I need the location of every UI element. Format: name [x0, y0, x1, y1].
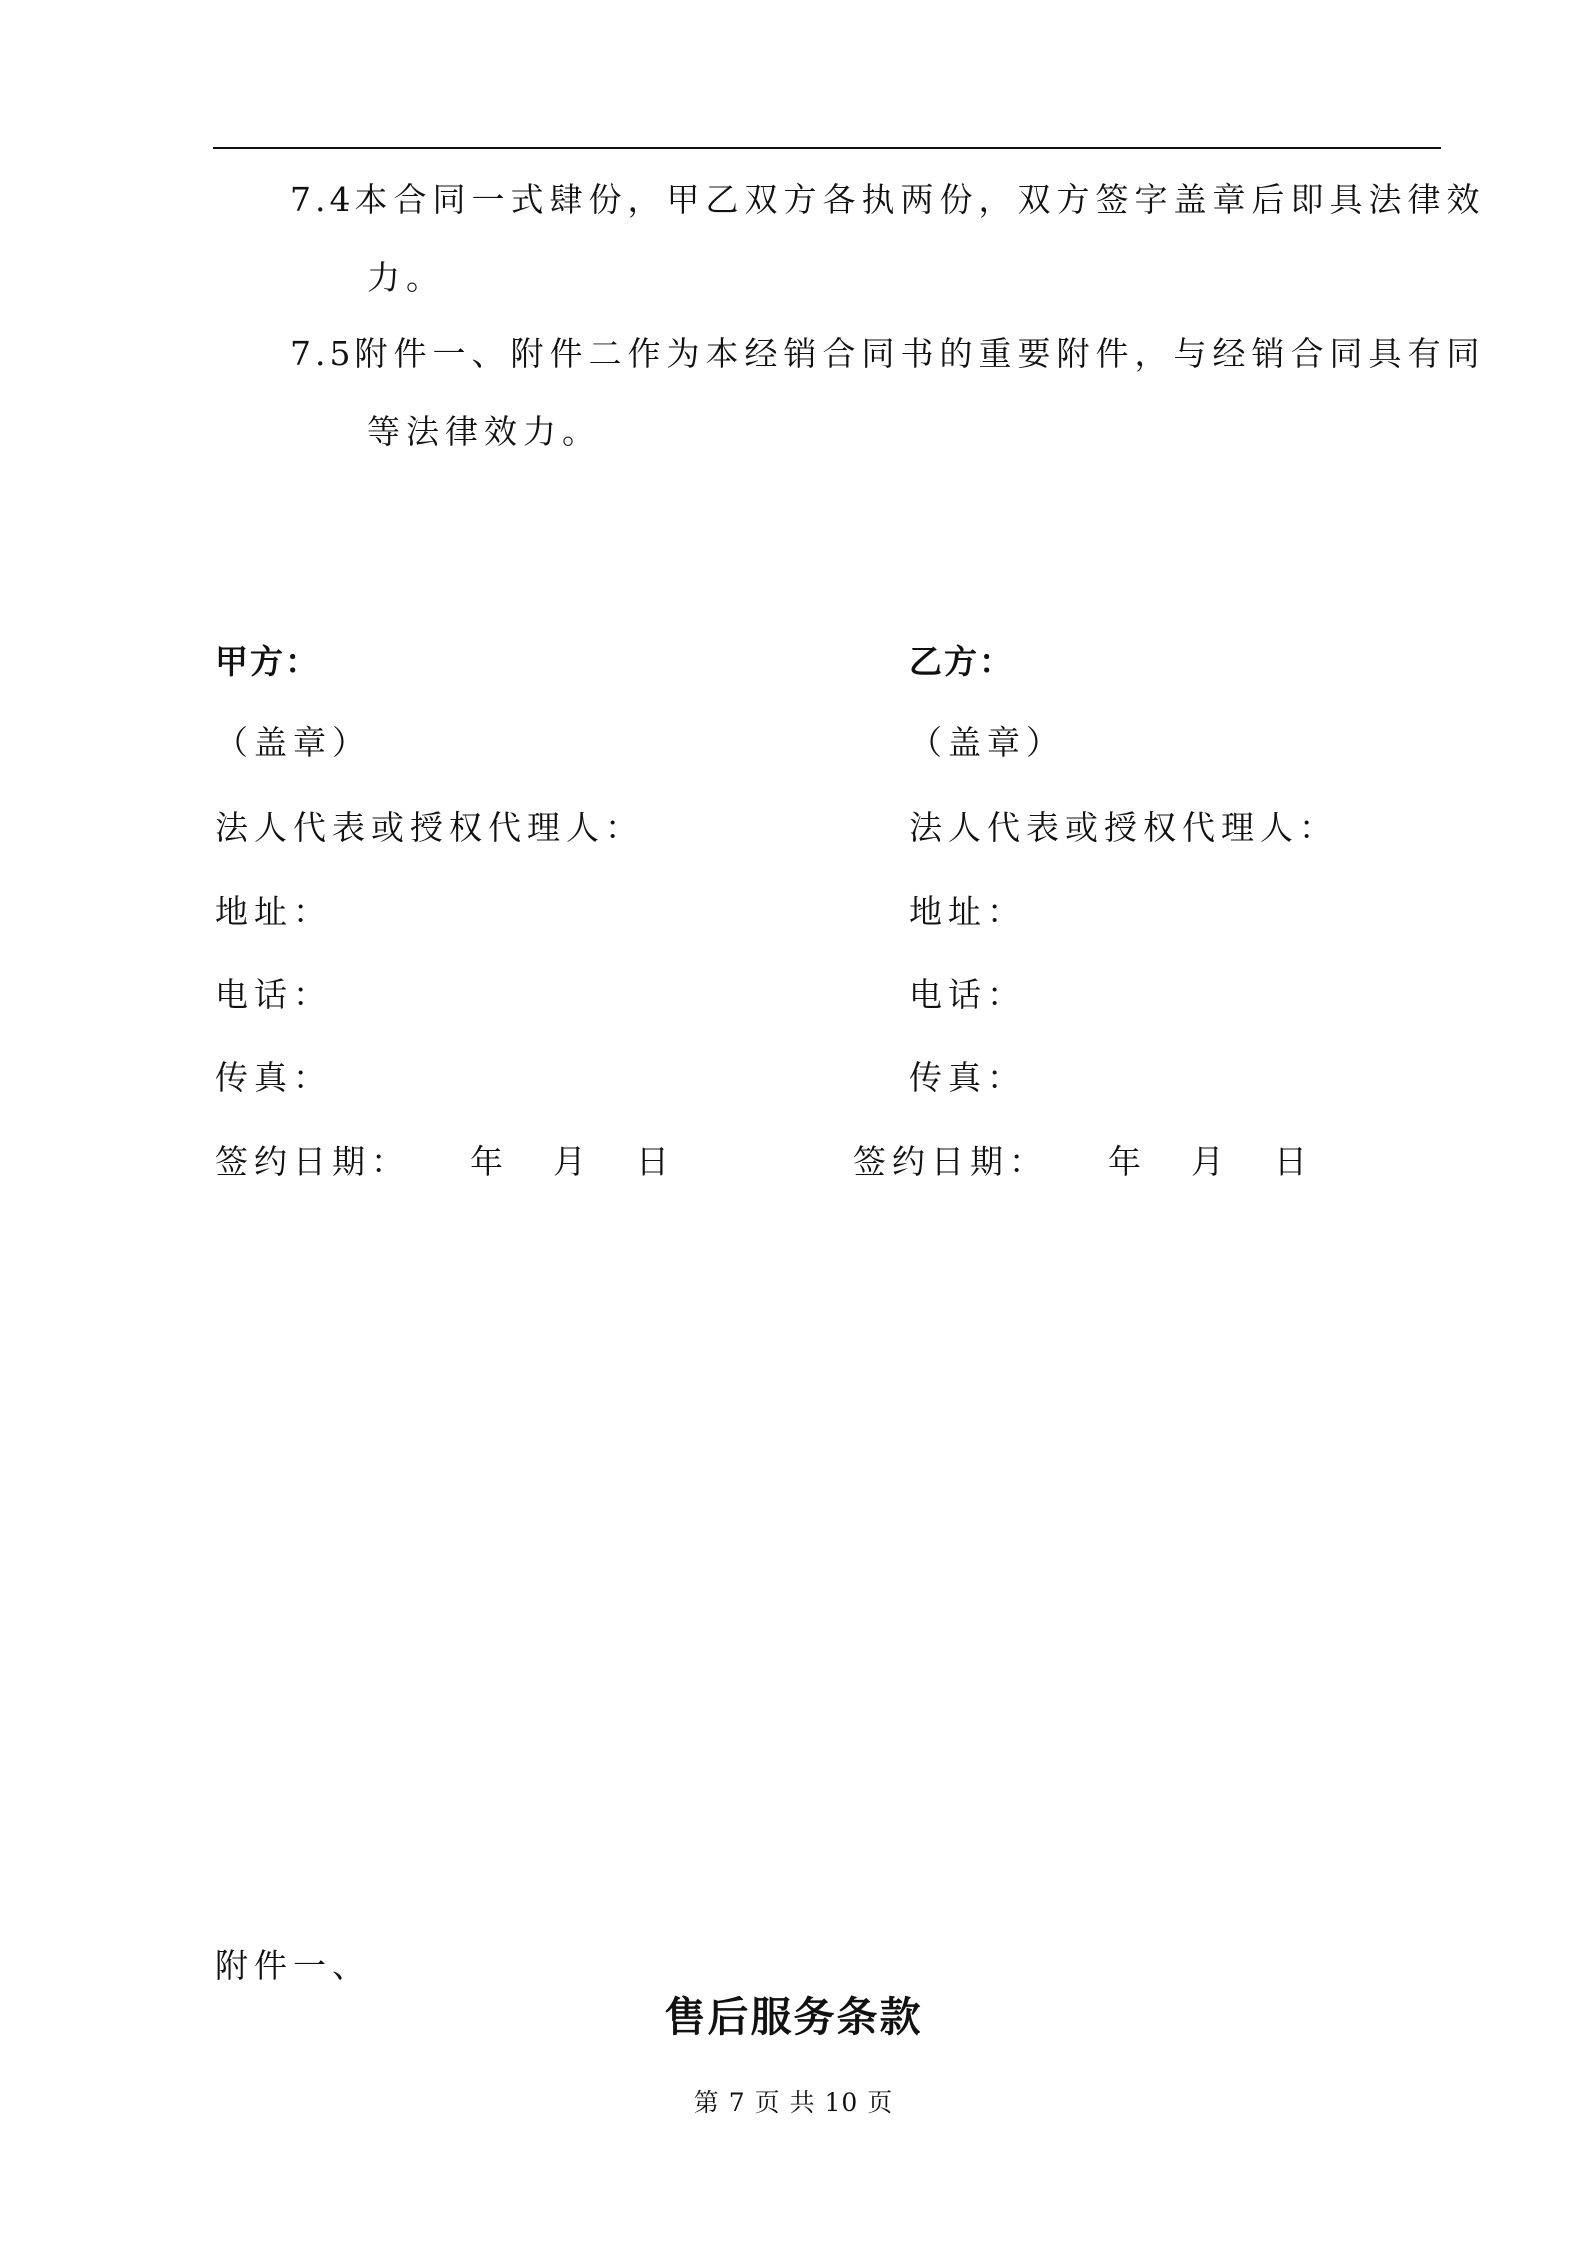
clause-number: 7.5	[290, 334, 355, 373]
party-b-phone: 电话：	[909, 975, 1026, 1014]
clause-number: 7.4	[290, 180, 355, 219]
total-pages: 10	[824, 2088, 859, 2117]
party-b-fax: 传真：	[909, 1058, 1026, 1097]
sign-date-label: 签约日期：	[215, 1142, 410, 1181]
clause-7-4-line-1	[290, 180, 1485, 220]
party-b-sign-date	[853, 1142, 1313, 1182]
day-label: 日	[636, 1142, 675, 1181]
clause-7-5-line-2: 等法律效力。	[367, 412, 601, 451]
clause-text: 本合同一式肆份，甲乙双方各执两份，双方签字盖章后即具法律效	[354, 180, 1486, 219]
party-a-title: 甲方：	[215, 642, 320, 681]
party-a-phone: 电话：	[215, 975, 332, 1014]
party-a-seal: （盖章）	[215, 723, 371, 762]
party-b-title: 乙方：	[909, 642, 1014, 681]
party-a-fax: 传真：	[215, 1058, 332, 1097]
year-label: 年	[470, 1142, 509, 1181]
attachment-title: 售后服务条款	[664, 1993, 923, 2041]
page-number-footer	[0, 2088, 1587, 2118]
clause-7-4-line-2: 力。	[367, 258, 445, 297]
party-b-seal: （盖章）	[909, 723, 1065, 762]
party-a-representative: 法人代表或授权代理人：	[215, 808, 644, 847]
month-label: 月	[1191, 1142, 1230, 1181]
party-a-sign-date	[215, 1142, 675, 1182]
page-middle: 页 共	[754, 2088, 816, 2117]
page-prefix: 第	[693, 2088, 720, 2117]
clause-text: 附件一、附件二作为本经销合同书的重要附件，与经销合同具有同	[354, 334, 1486, 373]
day-label: 日	[1274, 1142, 1313, 1181]
party-a-address: 地址：	[215, 892, 332, 931]
party-b-address: 地址：	[909, 892, 1026, 931]
month-label: 月	[553, 1142, 592, 1181]
current-page: 7	[728, 2088, 746, 2117]
clause-7-5-line-1	[290, 334, 1485, 374]
sign-date-label: 签约日期：	[853, 1142, 1048, 1181]
year-label: 年	[1108, 1142, 1147, 1181]
party-b-representative: 法人代表或授权代理人：	[909, 808, 1338, 847]
page-suffix: 页	[867, 2088, 894, 2117]
attachment-label: 附件一、	[215, 1946, 371, 1985]
header-rule	[213, 147, 1441, 149]
